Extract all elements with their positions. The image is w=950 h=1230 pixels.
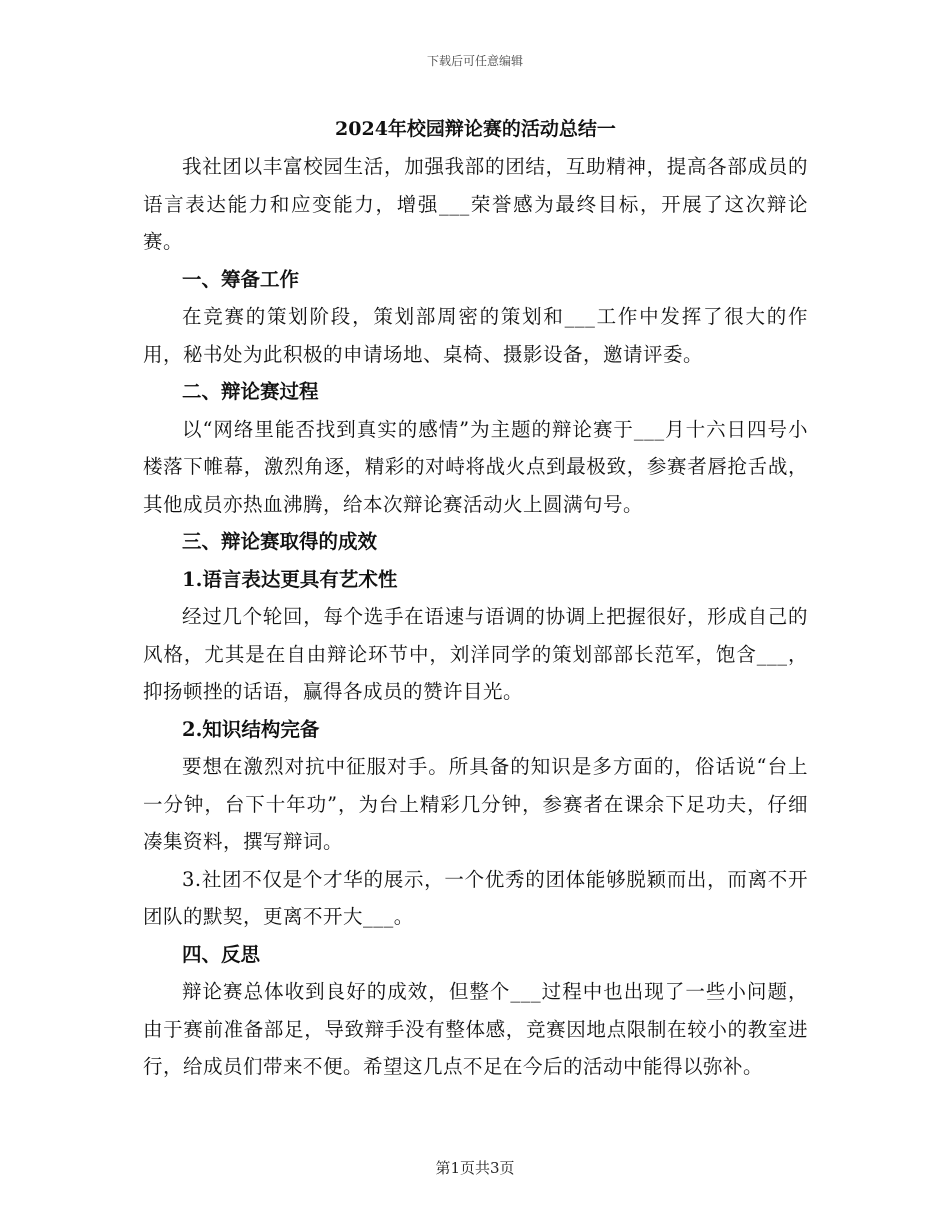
page-header: 下载后可任意编辑 bbox=[426, 54, 523, 68]
section-body-process: 以“网络里能否找到真实的感情”为主题的辩论赛于___月十六日四号小楼落下帷幕，激烈角逐，精彩的对峙将战火点到最极致，参赛者唇抢舌战，其他成员亦热血沸腾，给本次辩论赛活动火上圆满句号。 bbox=[143, 417, 808, 516]
section-heading-process: 二、辩论赛过程 bbox=[182, 380, 319, 403]
intro-paragraph: 我社团以丰富校园生活，加强我部的团结，互助精神，提高各部成员的语言表达能力和应变能力，增强___荣誉感为最终目标，开展了这次辩论赛。 bbox=[143, 155, 808, 253]
section-body-preparation: 在竞赛的策划阶段，策划部周密的策划和___工作中发挥了很大的作用，秘书处为此积极的申请场地、桌椅、摄影设备，邀请评委。 bbox=[143, 305, 808, 366]
page-indicator: 第1页共3页 bbox=[435, 1159, 515, 1177]
subsection-heading-language: 1.语言表达更具有艺术性 bbox=[182, 567, 398, 591]
subsection-body-teamwork: 3.社团不仅是个才华的展示，一个优秀的团体能够脱颖而出，而离不开团队的默契，更离不开大___。 bbox=[143, 867, 808, 928]
document-title: 2024年校园辩论赛的活动总结一 bbox=[335, 118, 616, 140]
section-heading-results: 三、辩论赛取得的成效 bbox=[182, 530, 378, 553]
section-body-reflection: 辩论赛总体收到良好的成效，但整个___过程中也出现了一些小问题，由于赛前准备部足，导致辩手没有整体感，竞赛因地点限制在较小的教室进行，给成员们带来不便。希望这几点不足在今后的活动中能得以弥补。 bbox=[143, 980, 808, 1078]
section-heading-preparation: 一、筹备工作 bbox=[182, 267, 300, 291]
subsection-body-language: 经过几个轮回，每个选手在语速与语调的协调上把握很好，形成自己的风格，尤其是在自由辩论环节中，刘洋同学的策划部部长范军，饱含___，抑扬顿挫的话语，赢得各成员的赞许目光。 bbox=[143, 605, 808, 703]
subsection-heading-knowledge: 2.知识结构完备 bbox=[182, 717, 320, 741]
document-body bbox=[143, 112, 808, 1086]
section-heading-reflection: 四、反思 bbox=[182, 942, 261, 966]
subsection-body-knowledge: 要想在激烈对抗中征服对手。所具备的知识是多方面的，俗话说“台上一分钟，台下十年功”，为台上精彩几分钟，参赛者在课余下足功夫，仔细凑集资料，撰写辩词。 bbox=[143, 755, 808, 853]
